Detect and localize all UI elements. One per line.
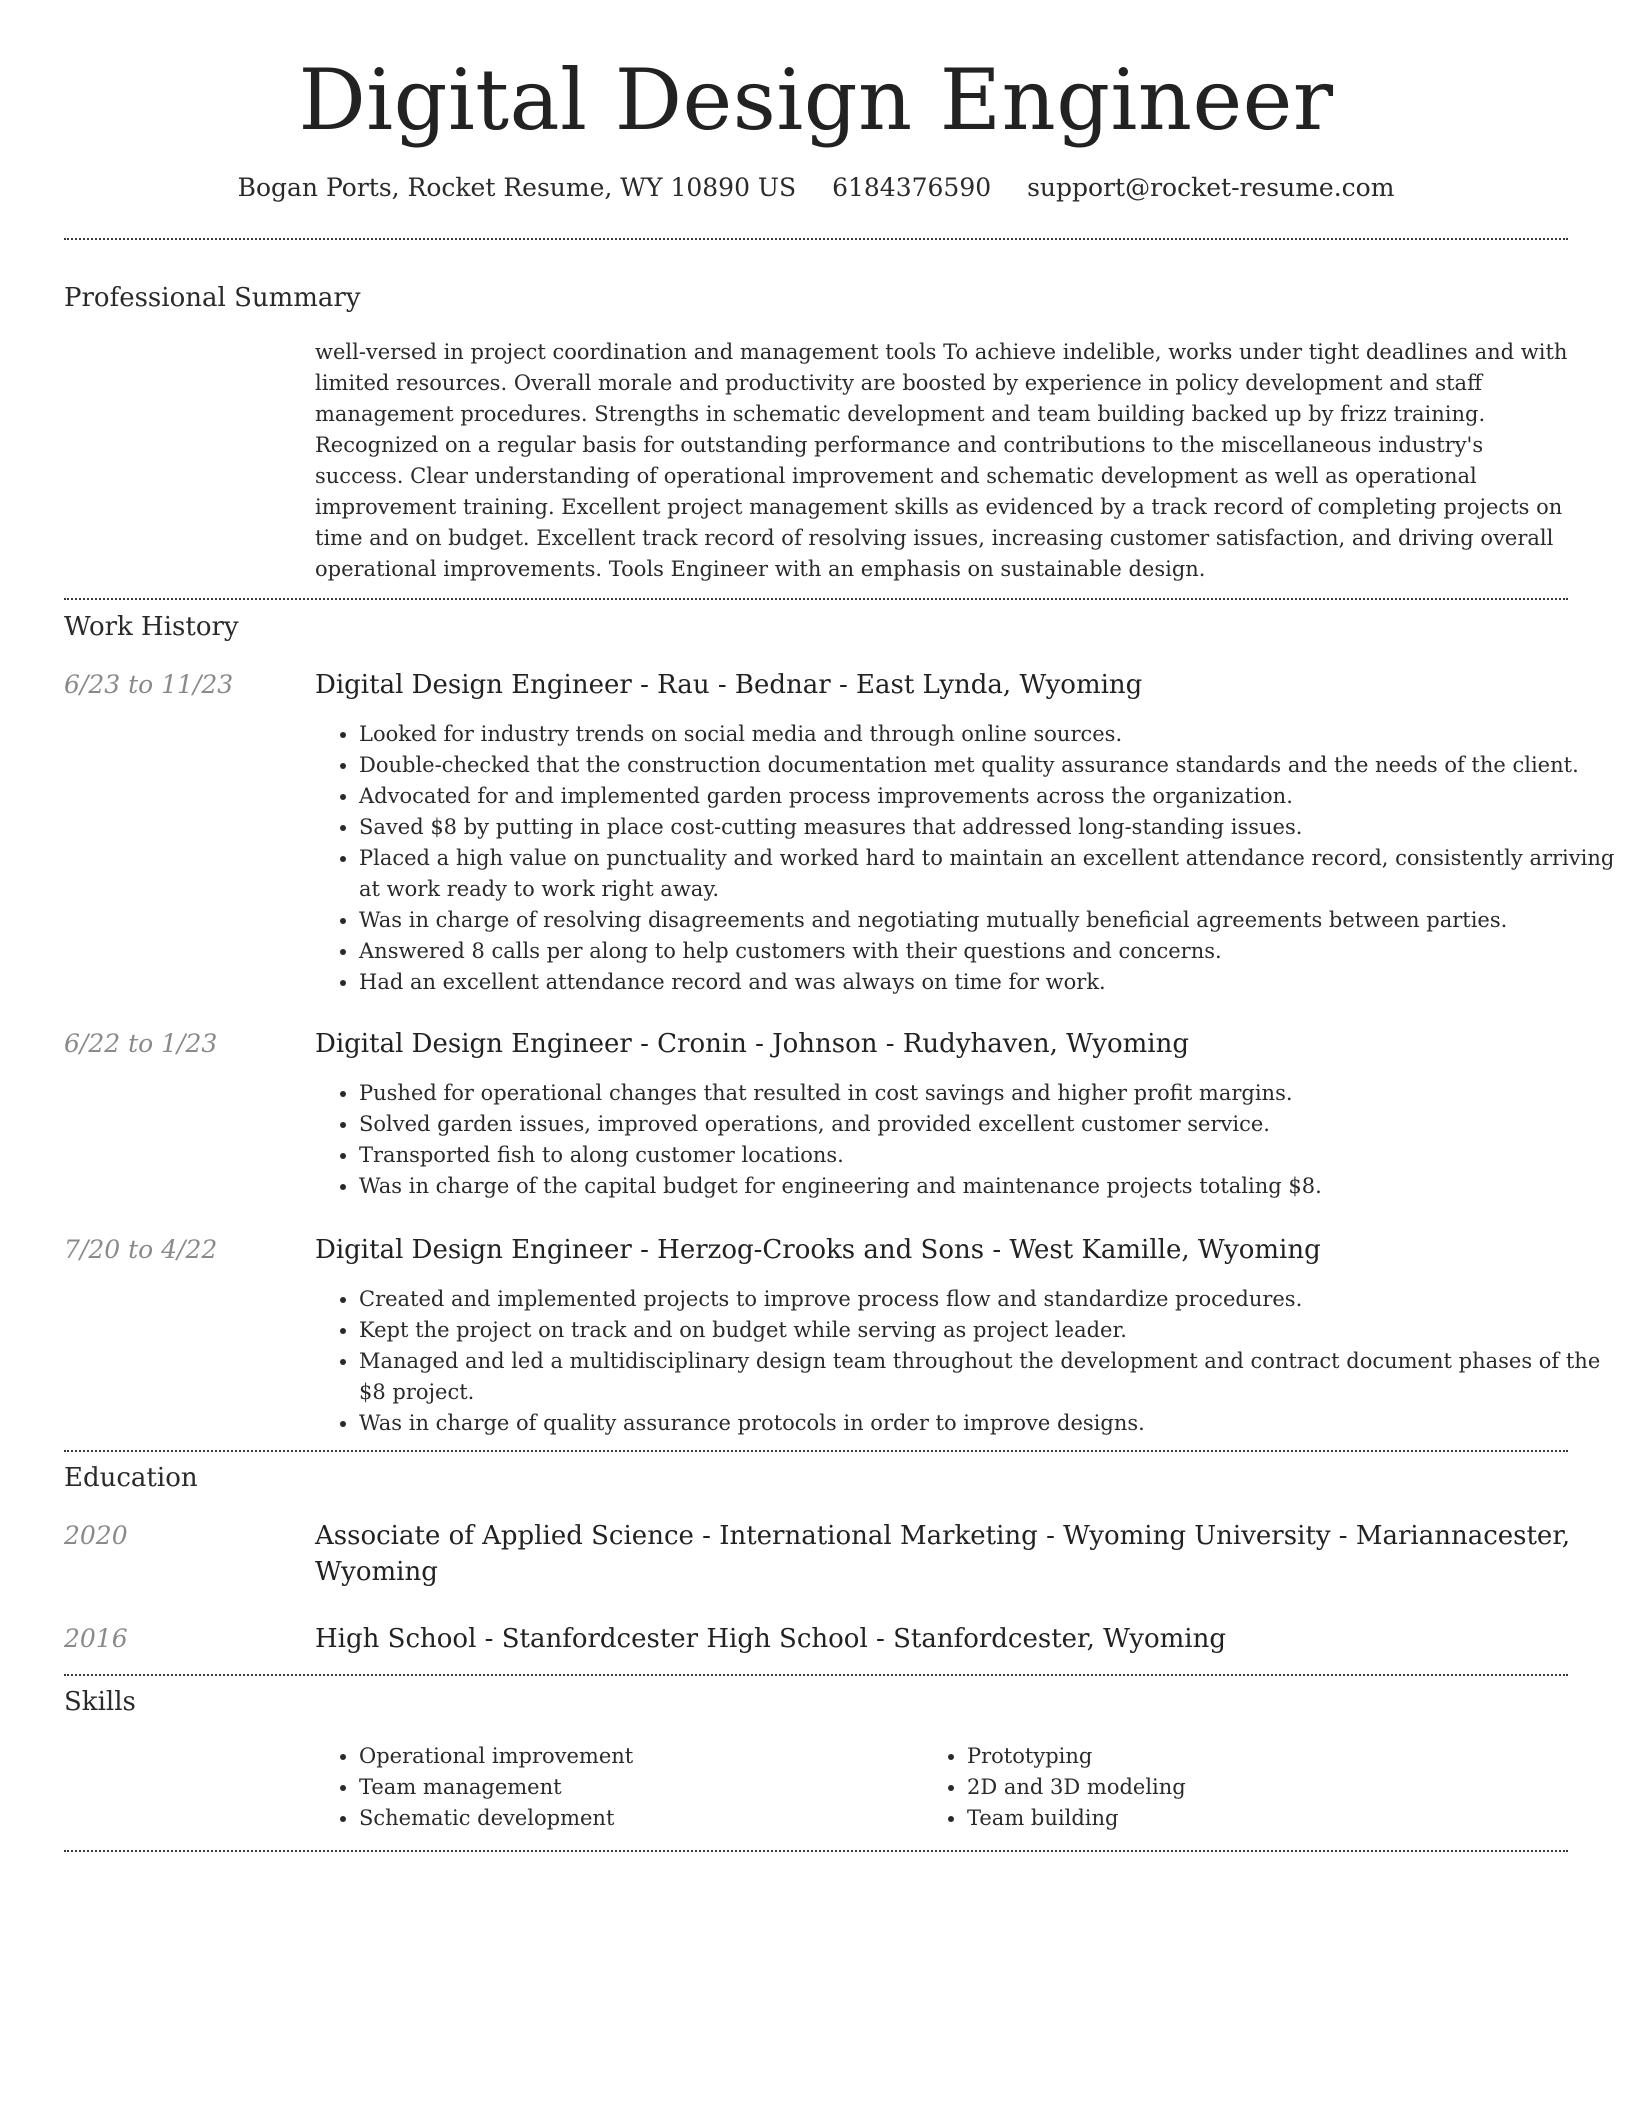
list-item: • Schematic development [359,1803,919,1834]
education-degree: High School - Stanfordcester High School - Stanfordcester, Wyoming [315,1624,1227,1654]
list-item: • Prototyping [967,1741,1527,1772]
education-degree: Associate of Applied Science - International Marketing - Wyoming University - Mariannacester, Wyoming [315,1521,1571,1587]
list-item: • Was in charge of resolving disagreements and negotiating mutually beneficial agreements between parties. [359,905,1615,936]
list-item: • Had an excellent attendance record and was always on time for work. [359,967,1615,998]
list-item: • Operational improvement [359,1741,919,1772]
list-item: • Double-checked that the construction documentation met quality assurance standards and the needs of the client. [359,750,1615,781]
job-title: Digital Design Engineer - Herzog-Crooks and Sons - West Kamille, Wyoming [315,1235,1321,1265]
job-title: Digital Design Engineer - Cronin - Johnson - Rudyhaven, Wyoming [315,1029,1189,1059]
page-title: Digital Design Engineer [298,51,1334,149]
skills-list-right [923,1741,1527,1834]
list-item: • Advocated for and implemented garden process improvements across the organization. [359,781,1615,812]
job-title: Digital Design Engineer - Rau - Bednar - East Lynda, Wyoming [315,670,1143,700]
divider [64,598,1568,600]
job-bullets [315,1078,1615,1202]
contact-email: support@rocket-resume.com [1027,173,1395,202]
divider [64,1450,1568,1452]
list-item: • Was in charge of the capital budget for engineering and maintenance projects totaling $8. [359,1171,1615,1202]
skills-list-left [315,1741,919,1834]
section-title-skills: Skills [64,1687,136,1717]
job-bullets [315,719,1615,998]
list-item: • Transported fish to along customer locations. [359,1140,1615,1171]
contact-line [0,170,1632,206]
list-item: • Managed and led a multidisciplinary design team throughout the development and contract document phases of the $8 project. [359,1346,1615,1408]
job-dates: 6/23 to 11/23 [64,670,234,699]
list-item: • Looked for industry trends on social media and through online sources. [359,719,1615,750]
summary-text: well-versed in project coordination and management tools To achieve indelible, works under tight deadlines and with limited resources. Overall morale and productivity are boosted by experience in policy development and staff management procedures. Strengths in schematic development and team building backed up by frizz training. Recognized on a regular basis for outstanding performance and contributions to the miscellaneous industry's success. Clear understanding of operational improvement and schematic development as well as operational improvement training. Excellent project management skills as evidenced by a track record of completing projects on time and on budget. Excellent track record of resolving issues, increasing customer satisfaction, and driving overall operational improvements. Tools Engineer with an emphasis on sustainable design. [315,340,1568,581]
contact-address: Bogan Ports, Rocket Resume, WY 10890 US [237,173,797,202]
list-item: • Answered 8 calls per along to help customers with their questions and concerns. [359,936,1615,967]
list-item: • Kept the project on track and on budget while serving as project leader. [359,1315,1615,1346]
divider [64,238,1568,240]
job-bullets [315,1284,1615,1439]
section-title-summary: Professional Summary [64,283,361,313]
list-item: • Placed a high value on punctuality and worked hard to maintain an excellent attendance record, consistently arriving at work ready to work right away. [359,843,1615,905]
section-title-education: Education [64,1463,198,1493]
education-year: 2016 [64,1624,128,1653]
list-item: • Created and implemented projects to improve process flow and standardize procedures. [359,1284,1615,1315]
job-dates: 7/20 to 4/22 [64,1235,218,1264]
education-year: 2020 [64,1521,128,1550]
list-item: • 2D and 3D modeling [967,1772,1527,1803]
divider [64,1850,1568,1852]
list-item: • Team management [359,1772,919,1803]
list-item: • Team building [967,1803,1527,1834]
list-item: • Pushed for operational changes that resulted in cost savings and higher profit margins. [359,1078,1615,1109]
list-item: • Solved garden issues, improved operations, and provided excellent customer service. [359,1109,1615,1140]
list-item: • Was in charge of quality assurance protocols in order to improve designs. [359,1408,1615,1439]
list-item: • Saved $8 by putting in place cost-cutting measures that addressed long-standing issues. [359,812,1615,843]
section-title-work: Work History [64,612,239,642]
job-dates: 6/22 to 1/23 [64,1029,218,1058]
contact-phone: 6184376590 [832,173,992,202]
divider [64,1674,1568,1676]
